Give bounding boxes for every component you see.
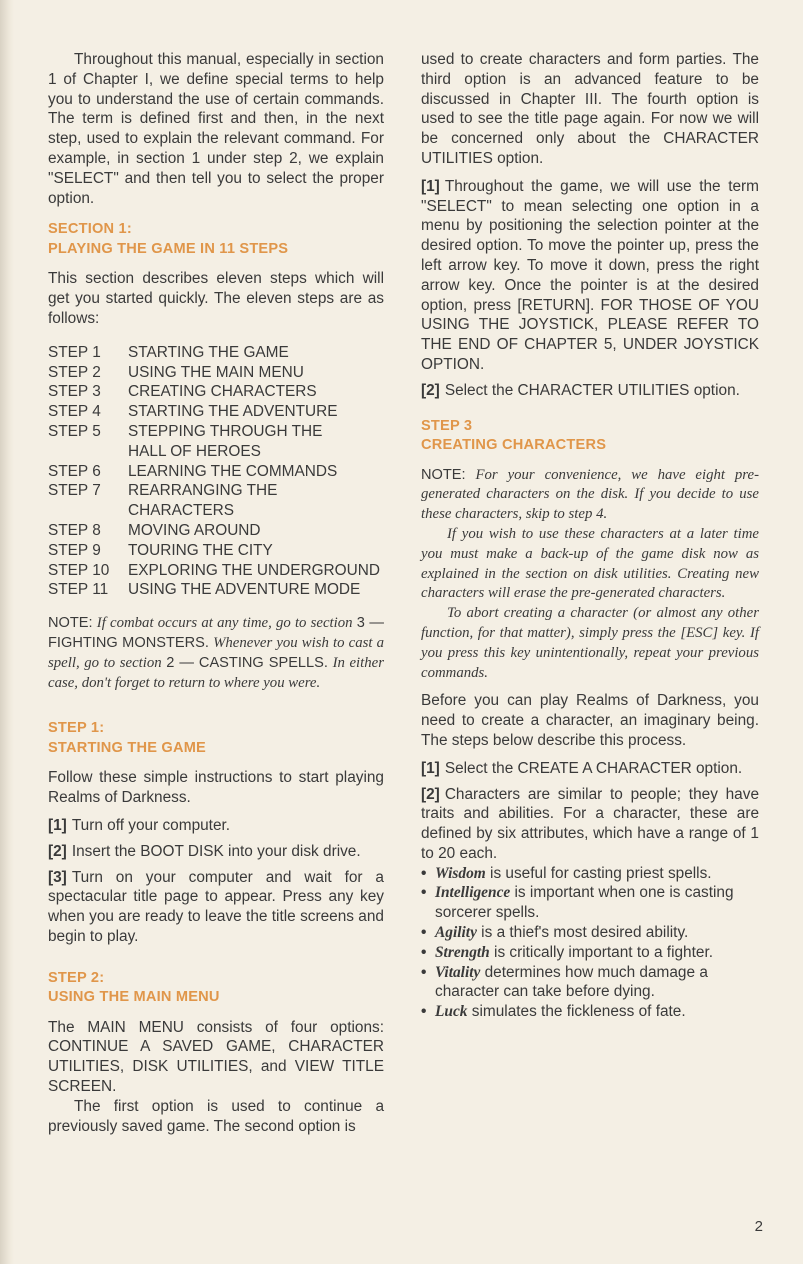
step-number: STEP 6 (48, 462, 101, 480)
attribute-text: is a thief's most desired ability. (476, 924, 689, 942)
step3-item (421, 759, 759, 779)
note-text: For your convenience, we have eight pre-generated characters on the disk. If you decide to use these characters, skip to step 4. (421, 466, 759, 523)
step3-heading (421, 417, 759, 456)
attribute-text: determines how much damage a character can take before dying. (435, 963, 708, 1001)
step-row (48, 402, 384, 422)
pregenerated-note (421, 466, 759, 684)
step2-heading-line2: USING THE MAIN MENU (48, 989, 220, 1006)
note-text: If you wish to use these characters at a later time you must make a back-up of the game disk now as explained in the section on disk utilities. Creating new characters will erase the pre-generated characters. (421, 525, 759, 602)
step-row (48, 422, 384, 442)
step-number: STEP 5 (48, 422, 101, 440)
continued-paragraph: used to create characters and form parties. The third option is an advanced feature to be discussed in Chapter III. The fourth option is used to see the title page again. For now we will be concerned only about the CHARACTER UTILITIES option. (421, 51, 759, 167)
step-number: STEP 10 (48, 561, 110, 579)
attribute-text: is useful for casting priest spells. (485, 864, 712, 882)
step1-item (48, 816, 384, 836)
bullet-icon: • (421, 924, 427, 942)
attribute-text: simulates the fickleness of fate. (467, 1003, 686, 1021)
note-reference: 2 — CASTING SPELLS. (166, 654, 328, 671)
step-number: STEP 8 (48, 521, 101, 539)
combat-note (48, 614, 384, 693)
attribute-term: Luck (435, 1003, 468, 1021)
item-number: [1] (421, 759, 440, 777)
step3-text: Before you can play Realms of Darkness, you need to create a character, an imaginary being. The steps below describe this process. (421, 692, 759, 749)
step-title: STEPPING THROUGH THE (128, 422, 323, 440)
step-title: LEARNING THE COMMANDS (128, 462, 338, 480)
note-text: In either case, don't forget to return to where you were. (48, 654, 385, 691)
steps-list (48, 343, 384, 600)
item-number: [2] (48, 842, 67, 860)
item-text: Turn on your computer and wait for a spectacular title page to appear. Press any key when you are ready to leave the title screens and begin to play. (48, 868, 384, 945)
section1-heading (48, 220, 384, 259)
step1-heading (48, 719, 384, 758)
bullet-icon: • (421, 963, 427, 981)
item-text: Characters are similar to people; they have traits and abilities. For a character, these are defined by six attributes, which have a range of 1 to 20 each. (421, 785, 759, 862)
step-row (48, 580, 384, 600)
step-number: STEP 11 (48, 581, 109, 599)
attributes-list (421, 864, 759, 1022)
step-number: STEP 2 (48, 363, 101, 381)
step-title: USING THE ADVENTURE MODE (128, 581, 361, 599)
item-number: [2] (421, 785, 440, 803)
step-row (48, 442, 384, 462)
left-column (48, 50, 384, 1144)
item-text: Turn off your computer. (71, 816, 231, 834)
note-reference: 3 — FIGHTING MONSTERS. (48, 615, 384, 651)
step-title: REARRANGING THE CHARACTERS (128, 482, 278, 520)
page-number: 2 (754, 1218, 763, 1235)
page-binding-edge (0, 0, 14, 1264)
attribute-term: Vitality (435, 963, 481, 981)
step3-item (421, 785, 759, 864)
attribute-text: is important when one is casting sorcerer spells. (435, 884, 734, 922)
step-row (48, 561, 384, 581)
step1-heading-line2: STARTING THE GAME (48, 739, 206, 756)
section1-heading-line1: SECTION 1: (48, 221, 132, 238)
right-column (421, 50, 759, 1022)
note-text: If combat occurs at any time, go to section (96, 615, 353, 632)
note-label: NOTE: (48, 615, 93, 632)
step-row (48, 462, 384, 482)
attribute-text: is critically important to a fighter. (489, 943, 713, 961)
step3-heading-line2: CREATING CHARACTERS (421, 437, 607, 454)
item-number: [2] (421, 381, 440, 399)
step-title: TOURING THE CITY (128, 541, 273, 559)
step2-heading-line1: STEP 2: (48, 969, 105, 986)
step3-heading-line1: STEP 3 (421, 417, 473, 434)
list-item (421, 883, 759, 923)
step-title: EXPLORING THE UNDERGROUND (128, 561, 380, 579)
step1-heading-line1: STEP 1: (48, 720, 105, 737)
bullet-icon: • (421, 1003, 427, 1021)
bullet-icon: • (421, 864, 427, 882)
step-number: STEP 9 (48, 541, 101, 559)
list-item (421, 943, 759, 963)
note-text: Whenever you wish to cast a spell, go to section (48, 634, 384, 671)
step-row (48, 541, 384, 561)
list-item (421, 864, 759, 884)
step-row (48, 343, 384, 363)
section1-heading-line2: PLAYING THE GAME IN 11 STEPS (48, 240, 289, 257)
step-row (48, 382, 384, 402)
bullet-icon: • (421, 884, 427, 902)
step-number: STEP 7 (48, 482, 101, 500)
item-number: [1] (48, 816, 67, 834)
step2-text-continued: The first option is used to continue a previously saved game. The second option is (48, 1097, 384, 1135)
step1-item (48, 842, 384, 862)
step-number: STEP 4 (48, 403, 101, 421)
step-number: STEP 1 (48, 343, 101, 361)
attribute-term: Strength (435, 943, 490, 961)
step2-item (421, 177, 759, 375)
step2-heading (48, 969, 384, 1008)
item-text: Insert the BOOT DISK into your disk drive. (71, 842, 361, 860)
item-text: Select the CREATE A CHARACTER option. (444, 759, 743, 777)
bullet-icon: • (421, 943, 427, 961)
item-number: [3] (48, 868, 67, 886)
step2-text: The MAIN MENU consists of four options: CONTINUE A SAVED GAME, CHARACTER UTILITIES, DISK UTILITIES, and VIEW TITLE SCREEN. (48, 1018, 384, 1096)
step-title: STARTING THE GAME (128, 343, 289, 361)
note-label: NOTE: (421, 466, 466, 483)
item-number: [1] (421, 177, 440, 195)
attribute-term: Wisdom (435, 864, 486, 882)
step-title: HALL OF HEROES (128, 442, 261, 460)
step-title: STARTING THE ADVENTURE (128, 403, 338, 421)
step-number (48, 442, 128, 462)
item-text: Throughout the game, we will use the term "SELECT" to mean selecting one option in a menu by positioning the selection pointer at the desired option. To move the pointer up, press the left arrow key. To move it down, press the right arrow key. Once the pointer is at the desired option, press [RETURN]. FOR THOSE OF YOU USING THE JOYSTICK, PLEASE REFER TO THE END OF CHAPTER 5, UNDER JOYSTICK OPTION. (421, 177, 759, 373)
step1-item (48, 868, 384, 947)
step-row (48, 363, 384, 383)
step-title: CREATING CHARACTERS (128, 383, 317, 401)
step-title: MOVING AROUND (128, 521, 261, 539)
list-item (421, 923, 759, 943)
list-item (421, 1002, 759, 1022)
step1-text: Follow these simple instructions to start playing Realms of Darkness. (48, 769, 384, 807)
step-title: USING THE MAIN MENU (128, 363, 304, 381)
intro-paragraph: Throughout this manual, especially in section 1 of Chapter I, we define special terms to help you to understand the use of certain commands. The term is defined first and then, in the next step, used to explain the relevant command. For example, in section 1 under step 2, we explain "SELECT" and then tell you to select the proper option. (48, 51, 384, 207)
step-row (48, 481, 384, 521)
list-item (421, 963, 759, 1003)
attribute-term: Intelligence (435, 884, 511, 902)
section1-text: This section describes eleven steps which will get you started quickly. The eleven steps are as follows: (48, 270, 384, 327)
step2-item (421, 381, 759, 401)
note-text: To abort creating a character (or almost any other function, for that matter), simply press the [ESC] key. If you press this key unintentionally, repeat your previous commands. (421, 605, 759, 681)
attribute-term: Agility (435, 924, 477, 942)
step-row (48, 521, 384, 541)
step-number: STEP 3 (48, 383, 101, 401)
item-text: Select the CHARACTER UTILITIES option. (444, 381, 740, 399)
